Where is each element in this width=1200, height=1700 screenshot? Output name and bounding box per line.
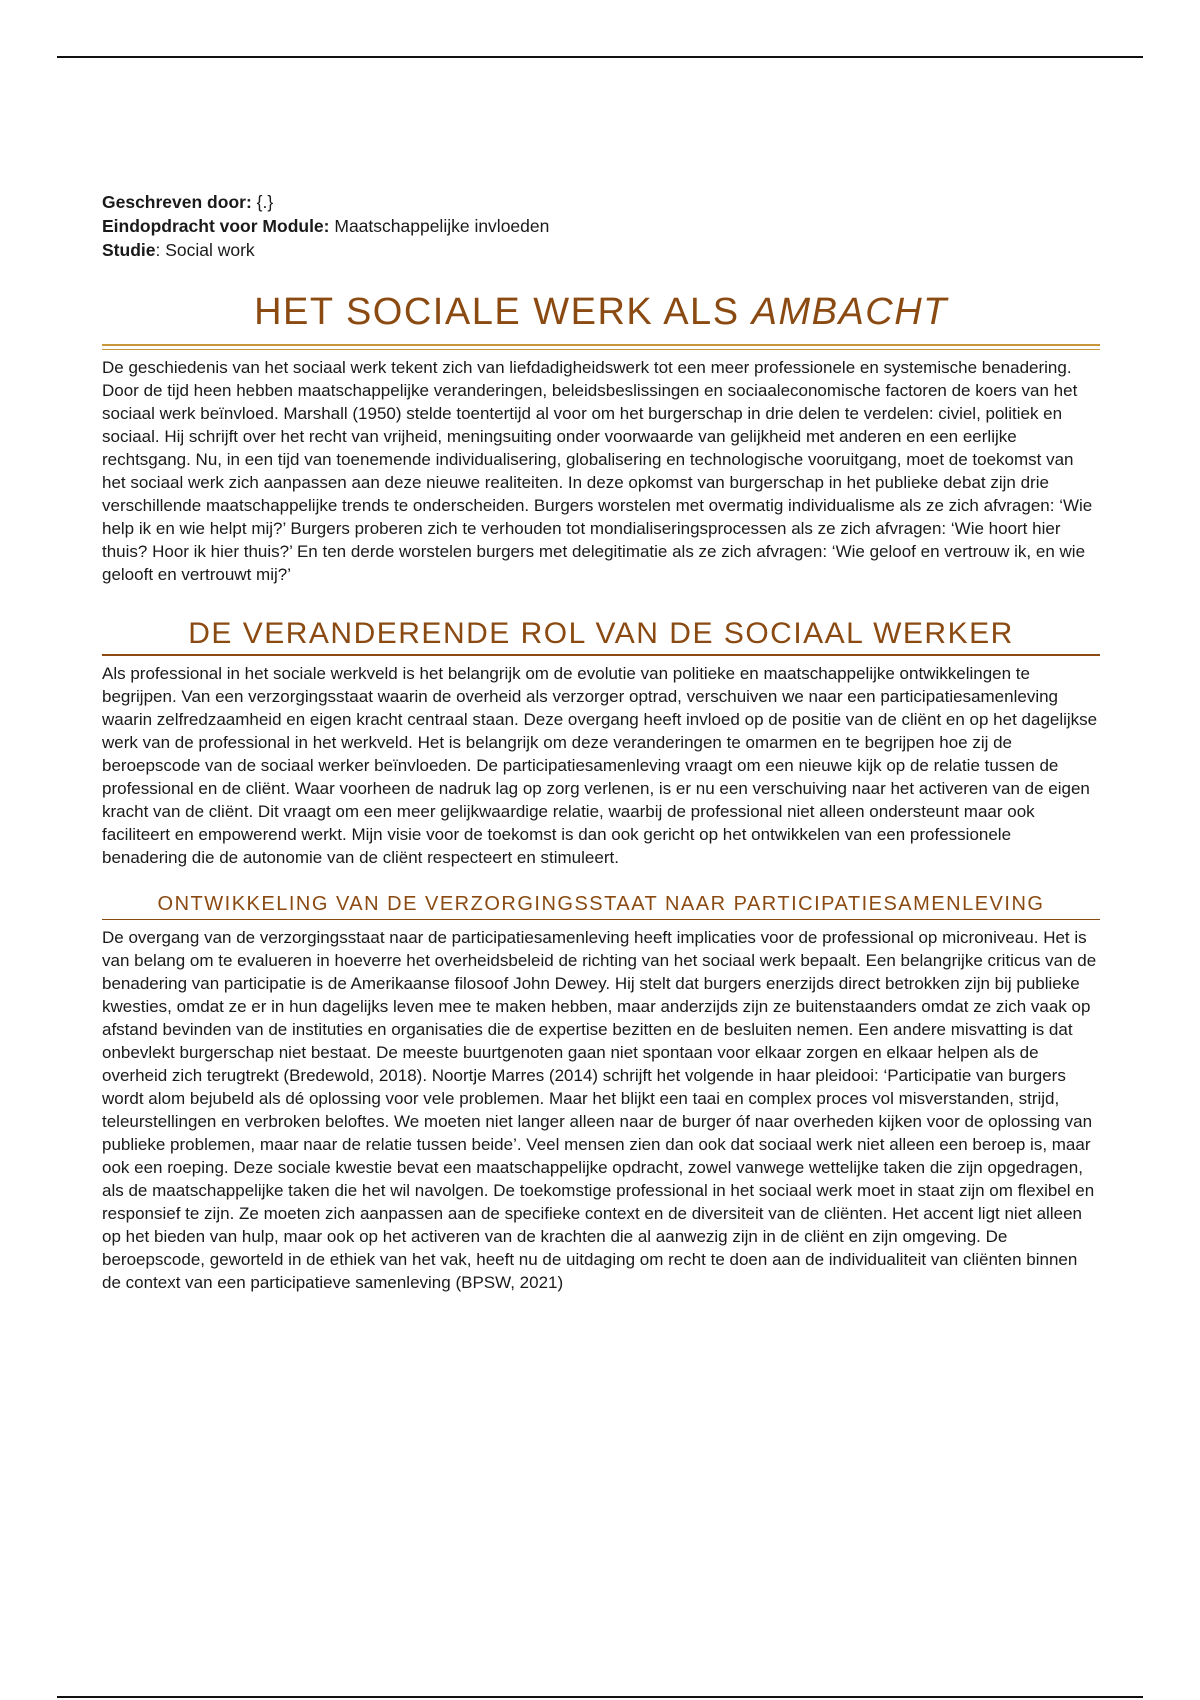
- section-divider-role: [102, 654, 1100, 656]
- title-main: HET SOCIALE WERK ALS: [254, 291, 752, 333]
- author-label: Geschreven door:: [102, 192, 252, 212]
- study-label: Studie: [102, 240, 156, 260]
- title-emphasis: AMBACHT: [751, 291, 948, 333]
- intro-paragraph: De geschiedenis van het sociaal werk tekent zich van liefdadigheidswerk tot een meer professionele en systemische benadering. Door de tijd heen hebben maatschappelijke veranderingen, beleidsbeslissingen en sociaaleconomische factoren de koers van het sociaal werk beïnvloed. Marshall (1950) stelde toentertijd al voor om het burgerschap in drie delen te verdelen: civiel, politiek en sociaal. Hij schrijft over het recht van vrijheid, meningsuiting onder voorwaarde van gelijkheid met anderen en een eerlijke rechtsgang. Nu, in een tijd van toenemende individualisering, globalisering en technologische vooruitgang, moet de toekomst van het sociaal werk zich aanpassen aan deze nieuwe realiteiten. In deze opkomst van burgerschap in het publieke debat zijn drie verschillende maatschappelijke trends te onderscheiden. Burgers worstelen met overmatig individualisme als ze zich afvragen: ‘Wie help ik en wie helpt mij?’ Burgers proberen zich te verhouden tot mondialiseringsprocessen als ze zich afvragen: ‘Wie hoort hier thuis? Hoor ik hier thuis?’ En ten derde worstelen burgers met delegitimatie als ze zich afvragen: ‘Wie geloof en vertrouw ik, en wie gelooft en vertrouwt mij?’: [102, 358, 1093, 584]
- author-line: [102, 190, 1100, 214]
- title-divider: [102, 344, 1100, 350]
- section-heading-role: DE VERANDERENDE ROL VAN DE SOCIAAL WERKER: [188, 617, 1014, 650]
- section-paragraph-role: Als professional in het sociale werkveld is het belangrijk om de evolutie van politieke en maatschappelijke ontwikkelingen te begrijpen. Van een verzorgingsstaat waarin de overheid als verzorger optrad, verschuiven we naar een participatiesamenleving waarin zelfredzaamheid en eigen kracht centraal staan. Deze overgang heeft invloed op de positie van de cliënt en op het dagelijkse werk van de professional in het werkveld. Het is belangrijk om deze veranderingen te omarmen en te begrijpen hoe zij de beroepscode van de sociaal werker beïnvloeden. De participatiesamenleving vraagt om een nieuwe kijk op de relatie tussen de professional en de cliënt. Waar voorheen de nadruk lag op zorg verlenen, is er nu een verschuiving naar het activeren van de eigen kracht van de cliënt. Dit vraagt om een meer gelijkwaardige relatie, waarbij de professional niet alleen ondersteunt maar ook faciliteert en empowerend werkt. Mijn visie voor de toekomst is dan ook gericht op het ontwikkelen van een professionele benadering die de autonomie van de cliënt respecteert en stimuleert.: [102, 664, 1098, 867]
- document-title: [102, 290, 1100, 334]
- module-line: [102, 214, 1100, 238]
- document-page: [102, 190, 1100, 1294]
- bottom-page-rule: [57, 1696, 1143, 1698]
- module-value: Maatschappelijke invloeden: [329, 216, 550, 236]
- top-page-rule: [57, 56, 1143, 58]
- subsection-paragraph-participation: De overgang van de verzorgingsstaat naar de participatiesamenleving heeft implicaties voor de professional op microniveau. Het is van belang om te evalueren in hoeverre het overheidsbeleid de richting van het sociaal werk bepaalt. Een belangrijke criticus van de benadering van participatie is de Amerikaanse filosoof John Dewey. Hij stelt dat burgers enerzijds direct betrokken zijn bij publieke kwesties, omdat ze er in hun dagelijks leven mee te maken hebben, maar anderzijds zijn ze buitenstaanders omdat ze zich vaak op afstand bevinden van de instituties en organisaties die de expertise bezitten en de besluiten nemen. Een andere misvatting is dat onbevlekt burgerschap niet bestaat. De meeste buurtgenoten gaan niet spontaan voor elkaar zorgen en elkaar helpen als de overheid zich terugtrekt (Bredewold, 2018). Noortje Marres (2014) schrijft het volgende in haar pleidooi: ‘Participatie van burgers wordt alom bejubeld als dé oplossing voor vele problemen. Maar het blijkt een taai en complex proces vol misverstanden, strijd, teleurstellingen en verbroken beloftes. We moeten niet langer alleen naar de burger óf naar overheden kijken voor de oplossing van publieke problemen, maar naar de relatie tussen beide’. Veel mensen zien dan ook dat sociaal werk niet alleen een beroep is, maar ook een roeping. Deze sociale kwestie bevat een maatschappelijke opdracht, zowel vanwege wettelijke taken die zijn opgedragen, als de maatschappelijke taken die het wil navolgen. De toekomstige professional in het sociaal werk moet in staat zijn om flexibel en responsief te zijn. Ze moeten zich aanpassen aan de specifieke context en de diversiteit van de cliënten. Het accent ligt niet alleen op het bieden van hulp, maar ook op het activeren van de krachten die al aanwezig zijn in de cliënt en zijn omgeving. De beroepscode, geworteld in de ethiek van het vak, heeft nu de uitdaging om recht te doen aan de individualiteit van cliënten binnen de context van een participatieve samenleving (BPSW, 2021): [102, 928, 1097, 1292]
- module-label: Eindopdracht voor Module:: [102, 216, 330, 236]
- subsection-divider-participation: [102, 919, 1100, 920]
- study-value: : Social work: [155, 240, 255, 260]
- study-line: [102, 238, 1100, 262]
- author-value: {.}: [251, 192, 274, 212]
- subsection-heading-participation: ONTWIKKELING VAN DE VERZORGINGSSTAAT NAAR PARTICIPATIESAMENLEVING: [157, 893, 1045, 915]
